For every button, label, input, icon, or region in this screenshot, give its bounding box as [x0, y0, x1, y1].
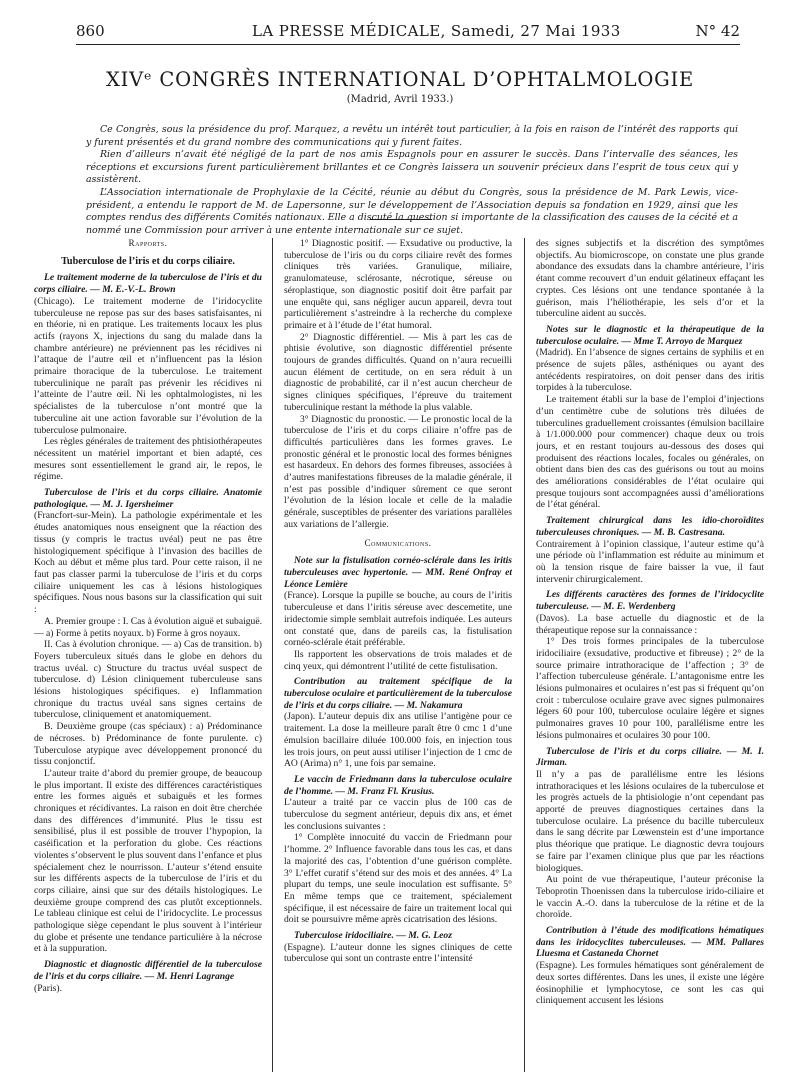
- intro-rule: [370, 219, 432, 220]
- paragraph: Il n’y a pas de parallélisme entre les lésions intrathoraciques et les lésions oculaires de la tuberculose et les progrès actuels de la phtisiologie n’ont cependant pas apporté de preuves diagnostiques certaines dans la tuberculose oculaire. La présence du bacille tuberculeux dans le sang décrite par Lœwenstein est d’une importance plus théorique que pratique. Le diagnostic devra toujours se faire par l’examen clinique plus que par les réactions biologiques.: [536, 768, 764, 874]
- report-heading: Diagnostic et diagnostic différentiel de la tuberculose de l’iris et du corps ciliaire. — M. Henri Lagrange: [34, 959, 262, 982]
- header-rule: [76, 44, 740, 45]
- issue-number: N° 42: [695, 22, 740, 40]
- paragraph: II. Cas à évolution chronique. — a) Cas de transition. b) Foyers tuberculeux situés dans le globe en dehors du tractus uvéal. c) Structure du tractus uvéal suspect de tuberculose. d) Lésion cliniquement tuberculeuse sans lésions histologiques spécifiques. e) Inflammation chronique du tractus uvéal sans signes certains de tuberculose, cliniquement et anatomiquement.: [34, 639, 262, 721]
- paragraph: Ils rapportent les observations de trois malades et de cinq yeux, qui démontrent l’utilité de cette fistulisation.: [284, 648, 512, 672]
- rubric-rapports: Rapports.: [128, 238, 168, 248]
- column-3: [536, 238, 764, 1076]
- article-title: XIVᵉ CONGRÈS INTERNATIONAL D’OPHTALMOLOGIE: [105, 68, 695, 91]
- paragraph: Contrairement à l’opinion classique, l’auteur estime qu’à une période où l’inflammation est réduite au minimum et où la tension risque de faire baisser la vue, il faut intervenir chirurgicalement.: [536, 538, 764, 585]
- paragraph: (Madrid). En l’absence de signes certains de syphilis et en présence de sujets pâles, asthéniques ou ayant des antécédents respiratoires, on doit penser dans des iritis torpides à la tuberculose.: [536, 347, 764, 394]
- communication-heading: Les différents caractères des formes de l’iridocyclite tuberculeuse. — M. E. Werdenberg: [536, 589, 764, 613]
- communication-heading: Traitement chirurgical dans les idio-choroïdites tuberculeuses chroniques. — M. B. Castresana.: [536, 515, 764, 538]
- paragraph: (Espagne). Les formules hématiques sont généralement de deux sortes différentes. Dans les unes, il existe une légère éosinophilie et lymphocytose, ce sont les cas qui cliniquement accusent les lésions: [536, 960, 764, 1007]
- paragraph: L’auteur traite d’abord du premier groupe, de beaucoup le plus important. Il existe des différences caractéristiques entre les formes aiguës et subaiguës et les formes chroniques et récidivantes. La raison en doit être cherchée dans des différences d’immunité. Plus le tissu est sensibilisé, plus il est possible de trouver l’hypopion, la caséification et la perforation du globe. Ces réactions violentes s’observent le plus souvent dans l’enfance et plus spécialement chez le nourrisson. L’auteur s’étend ensuite sur les différents aspects de la tuberculose de l’iris et du corps ciliaire, ainsi que sur des détails histologiques. Le deuxième groupe comprend des cas plutôt exceptionnels. Le tableau clinique est celui de l’iridocyclite. Le processus pathologique siège cependant le plus souvent à l’intérieur du globe et présente une tendance particulière à la nécrose et à la suppuration.: [34, 767, 262, 955]
- intro-paragraph: Ce Congrès, sous la présidence du prof. Marquez, a revêtu un intérêt tout particulier, à la fois en raison de l’intérêt des rapports qui y furent présentés et du grand nombre des communications qui y furent faites.: [86, 124, 738, 148]
- page-number: 860: [76, 22, 105, 40]
- paragraph: (Francfort-sur-Mein). La pathologie expérimentale et les études anatomiques nous enseignent que la réaction des tissus (y compris le tractus uvéal) peut ne pas être histologiquement spécifique à l’invasion des bacilles de Koch au début et même plus tard. Pour cette raison, il ne faut pas classer parmi la tuberculose de l’iris et du corps ciliaire uniquement les cas à lésions histologiques spécifiques. Nous nous basons sur la classification qui suit :: [34, 510, 262, 616]
- communication-heading: Tuberculose iridociliaire. — M. G. Leoz: [294, 930, 452, 942]
- paragraph: 3° Diagnostic du pronostic. — Le pronostic local de la tuberculose de l’iris et du corps ciliaire n’offre pas de difficultés particulières dans les formes graves. Le pronostic général et le pronostic local des formes bénignes est hasardeux. En dehors des formes fibreuses, associées à d’autres manifestations fibreuses de la maladie générale, il n’est pas possible d’indiquer sûrement ce que seront l’évolution de la lésion locale et celle de la maladie générale, susceptibles de présenter des variations parallèles aux variations de l’allergie.: [284, 413, 512, 530]
- report-heading: Tuberculose de l’iris et du corps ciliaire. Anatomie pathologique. — M. J. Igersheimer: [34, 487, 262, 510]
- communication-heading: Contribution à l’étude des modifications hématiques dans les iridocyclites tuberculeuses. — MM. Pallares Lluesma et Castaneda Chornet: [536, 925, 764, 960]
- paragraph: 1° Complète innocuité du vaccin de Friedmann pour l’homme. 2° Influence favorable dans tous les cas, et dans la majorité des cas, l’obtention d’une guérison complète. 3° L’effet curatif s’étend sur des mois et des années. 4° La plupart du temps, une seule inoculation est suffisante. 5° En même temps que ce traitement, spécialement spécifique, il est nécessaire de faire un traitement local qui doit se poursuivre même après cicatrisation des lésions.: [284, 832, 512, 926]
- paragraph: (France). Lorsque la pupille se bouche, au cours de l’iritis tuberculeuse et dans l’iritis séreuse avec descemetite, une iridectomie simple semblait autrefois indiquée. Les auteurs ont constaté que, dans de pareils cas, la fistulisation cornéo-sclérale était préférable.: [284, 590, 512, 649]
- communication-heading: Note sur la fistulisation cornéo-sclérale dans les iritis tuberculeuses avec hypertonie. — MM. René Onfray et Léonce Lemière: [284, 555, 512, 590]
- intro-paragraph: L’Association internationale de Prophylaxie de la Cécité, réunie au début du Congrès, sous la présidence de M. Park Lewis, vice-président, a entendu le rapport de M. de Lapersonne, sur le développement de l’Association depuis sa fondation en 1929, ainsi que les comptes rendus des différents Comités nationaux. Elle a discuté la question si importante de la classification des causes de la cécité et a nommé une Commission pour arriver à une entente internationale sur ce sujet.: [86, 186, 738, 236]
- column-1: [34, 238, 262, 1076]
- section-title: Tuberculose de l’iris et du corps ciliaire.: [61, 255, 235, 267]
- journal-line: LA PRESSE MÉDICALE, Samedi, 27 Mai 1933: [252, 22, 621, 40]
- communication-heading: Le vaccin de Friedmann dans la tuberculose oculaire de l’homme. — M. Franz Fl. Krusius.: [284, 773, 512, 797]
- intro-block: [86, 124, 738, 237]
- communication-heading: Contribution au traitement spécifique de la tuberculose oculaire et particulièrement de la tuberculose de l’iris et du corps ciliaire. — M. Nakamura: [284, 676, 512, 711]
- running-header: [76, 22, 740, 42]
- paragraph: 1° Des trois formes principales de la tuberculose iridociliaire (exsudative, productive et fibreuse) ; 2° de la source primaire intrathoracique de l’affection ; 3° de l’affection tuberculeuse générale. L’antagonisme entre les lésions pulmonaires et oculaires n’est pas si fréquent qu’on croit : tuberculose oculaire grave avec signes pulmonaires légers 60 pour 100, tuberculose oculaire légère et signes pulmonaires graves 10 pour 100, parallélisme entre les lésions pulmonaires et oculaires 30 pour 100.: [536, 636, 764, 741]
- column-divider: [272, 238, 273, 1072]
- rubric-communications: Communications.: [364, 537, 432, 548]
- paragraph: L’auteur a traité par ce vaccin plus de 100 cas de tuberculose du segment antérieur, depuis dix ans, et émet les conclusions suivantes :: [284, 797, 512, 832]
- paragraph: des signes subjectifs et la discrétion des symptômes objectifs. Au biomicroscope, on constate une plus grande abondance des exsudats dans la chambre antérieure, l’iris étant comme recouvert d’un enduit gélatineux effaçant les cryptes. Ces lésions ont une tendance spontanée à la guérison, mais l’héliothérapie, les sels d’or et la tuberculine aident au succès.: [536, 238, 764, 320]
- paragraph: (Davos). La base actuelle du diagnostic et de la thérapeutique repose sur la connaissance :: [536, 612, 764, 636]
- paragraph: Au point de vue thérapeutique, l’auteur préconise la Teboprotin Thoenissen dans la tuberculose irido-ciliaire et le vaccin A.-O. dans la tuberculose de la rétine et de la choroïde.: [536, 874, 764, 921]
- report-heading: Le traitement moderne de la tuberculose de l’iris et du corps ciliaire. — M. E.-V.-L. Brown: [34, 272, 262, 296]
- paragraph: B. Deuxième groupe (cas spéciaux) : a) Prédominance de nécroses. b) Prédominance de fonte purulente. c) Tuberculose atypique avec développement prononcé du tissu conjonctif.: [34, 721, 262, 768]
- column-divider: [524, 238, 525, 1072]
- column-2: [284, 238, 512, 1076]
- paragraph: A. Premier groupe : I. Cas à évolution aiguë et subaiguë. — a) Forme à petits noyaux. b) Forme à gros noyaux.: [34, 615, 262, 639]
- paragraph: (Paris).: [34, 982, 62, 994]
- communication-heading: Notes sur le diagnostic et la thérapeutique de la tuberculose oculaire. — Mme T. Arroyo de Marquez: [536, 323, 764, 347]
- communication-heading: Tuberculose de l’iris et du corps ciliaire. — M. I. Jirman.: [536, 745, 764, 769]
- paragraph: 1° Diagnostic positif. — Exsudative ou productive, la tuberculose de l’iris ou du corps ciliaire revêt des formes cliniques très variées. Granulique, miliaire, granulomateuse, sclérosante, nécrotique, séreuse ou séroplastique, son diagnostic positif doit être parfait par une enquête qui, sans négliger aucun appareil, devra tout particulièrement s’astreindre à la recherche du complexe primaire et à l’étude de l’état humoral.: [284, 238, 512, 331]
- paragraph: Les règles générales de traitement des phtisiothérapeutes nécessitent un matériel important et bien adapté, ces mesures sont essentiellement le grand air, le repos, le régime.: [34, 436, 262, 483]
- paragraph: (Espagne). L’auteur donne les signes cliniques de cette tuberculose qui sont un contraste entre l’intensité: [284, 941, 512, 965]
- paragraph: Le traitement établi sur la base de l’emploi d’injections d’un centimètre cube de solutions très diluées de tuberculines graduellement croissantes (émulsion bacillaire à 1/1.000.000 pour commencer) chaque deux ou trois jours, et en restant toujours au-dessous des doses qui produisent des réactions locales, focales ou générales, on obtient dans bien des cas des guérisons ou tout au moins des améliorations considérables de l’état oculaire qui presque toujours sont accompagnées aussi d’améliorations de l’état général.: [536, 394, 764, 511]
- article-subtitle: (Madrid, Avril 1933.): [346, 94, 454, 105]
- paragraph: (Chicago). Le traitement moderne de l’iridocyclite tuberculeuse ne repose pas sur des bases satisfaisantes, ni en théorie, ni en pratique. Les traitements locaux les plus actifs (rayons X, injections du sang du malade dans la chambre antérieure) ne préviennent pas les récidives ni l’attaque de l’autre œil et n’influencent pas la lésion primaire thoracique de la tuberculose. Le traitement tuberculinique ne paraît pas prévenir les récidives ni l’atteinte de l’autre œil. Ni les ophtalmologistes, ni les spécialistes de la tuberculose n’ont montré que la tuberculine ait une action favorable sur l’évolution de la tuberculose pulmonaire.: [34, 295, 262, 436]
- intro-paragraph: Rien d’ailleurs n’avait été négligé de la part de nos amis Espagnols pour en assurer le succès. Dans l’intervalle des séances, les réceptions et excursions furent particulièrement brillantes et ce Congrès laissera un souvenir précieux dans l’esprit de tous ceux qui y assistèrent.: [86, 149, 738, 186]
- paragraph: 2° Diagnostic différentiel. — Mis à part les cas de phtisie évolutive, son diagnostic différentiel présente toujours de grandes difficultés. Quand on n’aura recueilli aucun élément de certitude, on en sera réduit à un diagnostic de probabilité, car il n’est aucun chercheur de signes cliniques spécifiques, l’épreuve du traitement tuberculinique restant la méthode la plus valable.: [284, 331, 512, 413]
- paragraph: (Japon). L’auteur depuis dix ans utilise l’antigène pour ce traitement. La dose la meilleure paraît être 0 cmc 1 d’une émulsion bacillaire diluée 100.000 fois, en injection tous les trois jours, on peut aussi utiliser l’injection de 1 cmc de AO (Arima) n° 1, une fois par semaine.: [284, 711, 512, 770]
